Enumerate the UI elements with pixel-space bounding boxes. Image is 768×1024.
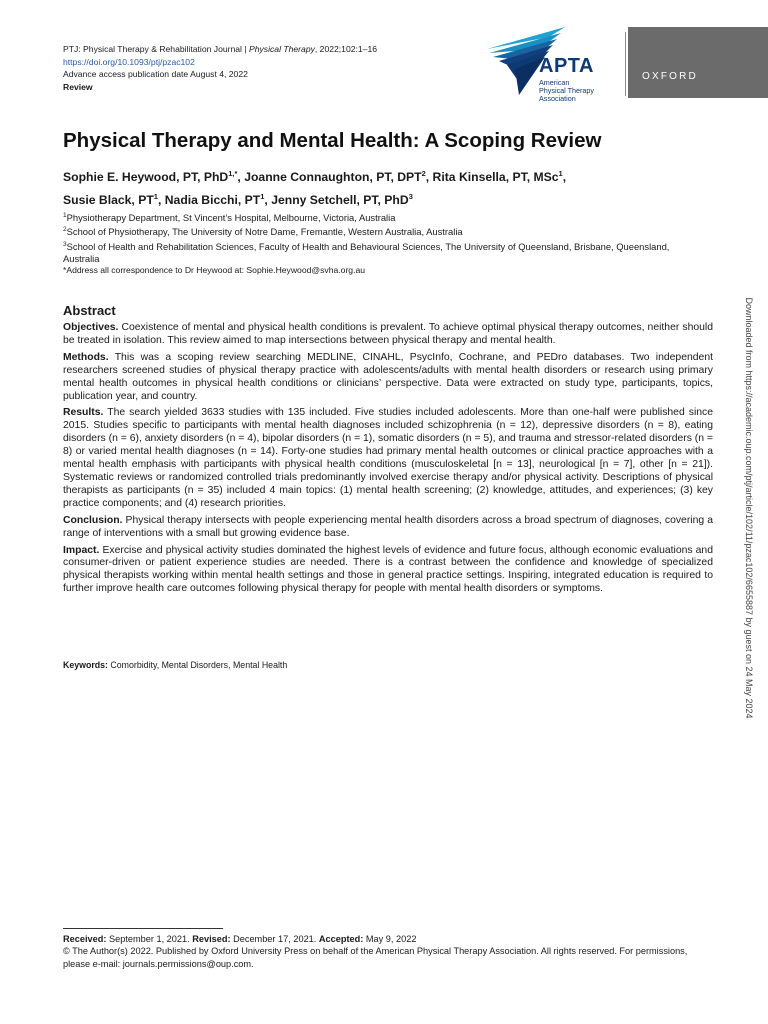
doi-link[interactable]: https://doi.org/10.1093/ptj/pzac102 bbox=[63, 56, 195, 67]
affiliation bbox=[63, 239, 703, 266]
abstract-heading: Abstract bbox=[63, 303, 116, 318]
author-affil-sup: 1 bbox=[260, 192, 265, 202]
abstract-section-text: Coexistence of mental and physical health conditions is prevalent. To achieve optimal physical therapy outcomes, neither should be treated in isolation. This review aimed to map intersections between physical therapy and mental health. bbox=[63, 322, 713, 346]
affiliation bbox=[63, 224, 703, 238]
author-list bbox=[63, 164, 703, 210]
author-affil-sup: 1 bbox=[558, 169, 563, 178]
author-name: Sophie E. Heywood, PT, PhD bbox=[63, 170, 229, 185]
copyright-notice: © The Author(s) 2022. Published by Oxford University Press on behalf of the American Physical Therapy Association. All rights reserved. For permissions, please e-mail: journals.permissions@oup.com. bbox=[63, 946, 688, 969]
abstract-section bbox=[63, 352, 713, 404]
author-name: Nadia Bicchi, PT bbox=[164, 193, 261, 208]
author bbox=[63, 193, 165, 207]
author-separator: , bbox=[157, 193, 165, 208]
abstract-section-label: Results. bbox=[63, 407, 104, 419]
footer bbox=[63, 933, 713, 970]
abstract-section-label: Objectives. bbox=[63, 322, 119, 333]
author-affil-sup: 2 bbox=[421, 169, 426, 178]
affiliation-number: 3 bbox=[63, 240, 67, 248]
author-name: Jenny Setchell, PT, PhD bbox=[271, 193, 409, 208]
footer-rule bbox=[63, 928, 223, 929]
abstract-section bbox=[63, 545, 713, 597]
apta-subtitle-line: Association bbox=[539, 94, 576, 104]
abstract-section-label: Conclusion. bbox=[63, 514, 123, 526]
author bbox=[271, 193, 413, 207]
affiliations bbox=[63, 210, 703, 265]
author bbox=[244, 170, 432, 184]
advance-access-date: Advance access publication date August 4, 2022 bbox=[63, 69, 248, 79]
author-affil-sup: 3 bbox=[408, 192, 413, 202]
journal-header bbox=[63, 43, 443, 93]
author-name: Susie Black, PT bbox=[63, 193, 154, 208]
accepted-label: Accepted: bbox=[318, 934, 364, 944]
download-watermark: Downloaded from https://academic.oup.com/ptj/article/102/11/pzac102/6655887 by guest on 24 May 2024 bbox=[744, 297, 754, 719]
apta-logo bbox=[487, 27, 625, 104]
oxford-logo bbox=[628, 27, 768, 98]
affiliation-text: Physiotherapy Department, St Vincent’s Hospital, Melbourne, Victoria, Australia bbox=[66, 212, 396, 224]
author-separator: , bbox=[425, 170, 433, 185]
affiliation bbox=[63, 210, 703, 224]
author-separator: , bbox=[562, 170, 567, 185]
author-separator: , bbox=[237, 170, 245, 185]
keywords-text: Comorbidity, Mental Disorders, Mental Health bbox=[107, 660, 288, 670]
abstract-section-text: This was a scoping review searching MEDLINE, CINAHL, PsycInfo, Cochrane, and PEDro databases. Two independent researchers screened studies of physical therapy practice with adolescents/adults with mental health disorders or research using primary mental health outcomes in physical health conditions or clinicians’ perspective. Data were extracted on study type, participants, topics, publication year, and country. bbox=[63, 351, 713, 402]
keywords-label: Keywords: bbox=[63, 660, 108, 670]
affiliation-number: 1 bbox=[63, 212, 67, 219]
article-type: Review bbox=[63, 81, 93, 92]
journal-italic: Physical Therapy bbox=[248, 44, 315, 54]
journal-separator: | bbox=[241, 44, 249, 54]
apta-subtitle bbox=[539, 79, 594, 104]
abstract-section bbox=[63, 407, 713, 510]
apta-subtitle-line: American bbox=[539, 78, 570, 87]
logo-divider bbox=[625, 32, 626, 96]
abstract-section bbox=[63, 322, 713, 348]
revised-date: December 17, 2021. bbox=[230, 934, 319, 944]
author-separator: , bbox=[264, 193, 272, 208]
affiliation-number: 2 bbox=[63, 226, 67, 234]
abstract-body bbox=[63, 322, 713, 600]
journal-name: PTJ: Physical Therapy & Rehabilitation Journal bbox=[63, 44, 242, 54]
correspondence-note: *Address all correspondence to Dr Heywood at: Sophie.Heywood@svha.org.au bbox=[63, 265, 366, 275]
citation: , 2022;102:1–16 bbox=[314, 44, 378, 54]
journal-line bbox=[63, 43, 443, 56]
affiliation-text: School of Physiotherapy, The University of Notre Dame, Fremantle, Western Australia, Australia bbox=[66, 226, 463, 238]
revised-label: Revised: bbox=[192, 934, 231, 944]
author-affil-sup: 1,* bbox=[228, 169, 238, 178]
keywords bbox=[63, 660, 287, 670]
abstract-section-text: Exercise and physical activity studies dominated the highest levels of evidence and future focus, although economic evaluations and consumer-driven or patient experience studies are needed. There is a contrast between the confidence and knowledge of specialized physical therapists working within mental health settings and those in general practice settings. Inspiring, integrated education is required to further improve health care outcomes following physical therapy for people with mental health disorders or symptoms. bbox=[63, 544, 713, 595]
accepted-date: May 9, 2022 bbox=[363, 934, 417, 944]
abstract-section-label: Methods. bbox=[63, 351, 109, 363]
apta-subtitle-line: Physical Therapy bbox=[539, 86, 594, 96]
received-label: Received: bbox=[63, 934, 107, 944]
history-dates bbox=[63, 933, 713, 945]
abstract-section-text: The search yielded 3633 studies with 135 included. Five studies included adolescents. More than one-half were published since 2015. Studies specific to participants with mental health diagnoses included schizophrenia (n = 12), depressive disorders (n = 8), eating disorders (n = 6), anxiety disorders (n = 4), bipolar disorders (n = 1), somatic disorders (n = 5), and trauma and stressor-related disorders (n = 8) or varied mental health diagnoses (n = 14). Forty-one studies had primary mental health outcomes or clinical practice approaches with a mental health emphasis with participants with physical health conditions (musculoskeletal [n = 13], neurological [n = 7], other [n = 21]). Systematic reviews or randomized controlled trials predominantly involved exercise therapy and/or physical activity. Descriptions of physical therapists as participants (n = 35) included 4 main topics: (1) mental health screening; (2) knowledge, attitudes, and experiences; (3) key practice components; and (4) research priorities. bbox=[63, 407, 713, 509]
author bbox=[63, 170, 244, 184]
author-affil-sup: 1 bbox=[153, 192, 158, 202]
oxford-wordmark: OXFORD bbox=[642, 71, 698, 82]
received-date: September 1, 2021. bbox=[106, 934, 193, 944]
author-name: Rita Kinsella, PT, MSc bbox=[432, 170, 559, 185]
abstract-section-text: Physical therapy intersects with people experiencing mental health disorders across a broad spectrum of diagnoses, covering a range of interventions with a small but growing evidence base. bbox=[63, 514, 713, 539]
author bbox=[433, 170, 567, 184]
author bbox=[165, 193, 271, 207]
abstract-section-label: Impact. bbox=[63, 544, 100, 556]
article-title: Physical Therapy and Mental Health: A Scoping Review bbox=[63, 129, 602, 152]
author-name: Joanne Connaughton, PT, DPT bbox=[244, 170, 422, 185]
abstract-section bbox=[63, 515, 713, 541]
affiliation-text: School of Health and Rehabilitation Sciences, Faculty of Health and Behavioural Sciences, The University of Queensland, Brisbane, Queensland, Australia bbox=[63, 240, 670, 264]
apta-wordmark: APTA bbox=[539, 55, 594, 77]
